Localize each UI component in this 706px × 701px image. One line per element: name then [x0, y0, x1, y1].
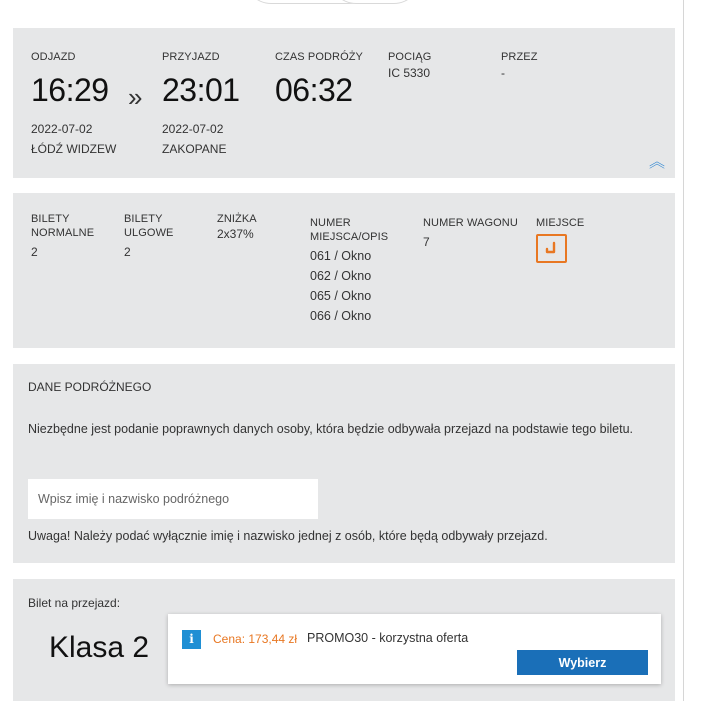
discount-value: 2x37% — [217, 227, 254, 241]
normal-tickets-label: NORMALNE — [31, 227, 95, 239]
ticket-details-panel — [13, 193, 675, 348]
train-number: IC 5330 — [388, 66, 431, 80]
passenger-section-title: DANE PODRÓŻNEGO — [28, 380, 152, 394]
car-number-label: NUMER WAGONU — [423, 217, 518, 229]
via-block — [501, 50, 538, 81]
departure-label: ODJAZD — [31, 51, 76, 63]
page-right-border — [683, 0, 684, 701]
arrival-date: 2022-07-02 — [162, 122, 224, 136]
seat-map-button[interactable] — [536, 234, 567, 263]
reduced-tickets-label: BILETY — [124, 213, 163, 225]
ticket-offer-panel — [13, 579, 675, 701]
select-offer-button[interactable]: Wybierz — [517, 650, 648, 675]
offer-card — [168, 614, 661, 684]
ticket-offer-title: Bilet na przejazd: — [28, 596, 121, 610]
seat-label: MIEJSCE — [536, 217, 585, 229]
double-chevron-up-icon[interactable]: ︽ — [648, 154, 665, 171]
ticket-class-label: Klasa 2 — [49, 631, 150, 664]
seat-block — [536, 216, 584, 230]
seat-number-item: 066 / Okno — [310, 309, 372, 323]
passenger-description: Niezbędne jest podanie poprawnych danych osoby, która będzie odbywała przejazd na podstawie tego biletu. — [28, 422, 634, 436]
via-value: - — [501, 66, 505, 80]
reduced-tickets-block — [124, 212, 174, 262]
offer-promo-text: PROMO30 - korzystna oferta — [307, 631, 469, 645]
direction-arrow-icon: » — [128, 82, 143, 112]
discount-block — [217, 212, 257, 242]
via-label: PRZEZ — [501, 51, 538, 63]
departure-date: 2022-07-02 — [31, 122, 93, 136]
arrival-block — [162, 50, 240, 159]
departure-block — [31, 50, 116, 159]
duration-value: 06:32 — [275, 72, 353, 108]
seat-number-item: 061 / Okno — [310, 249, 372, 263]
reduced-tickets-label: ULGOWE — [124, 227, 174, 239]
discount-label: ZNIŻKA — [217, 213, 257, 225]
arrival-time: 23:01 — [162, 72, 240, 108]
train-block — [388, 50, 431, 81]
car-number-block — [423, 216, 518, 252]
car-number-value: 7 — [423, 235, 430, 249]
seat-numbers-label: MIEJSCA/OPIS — [310, 231, 389, 243]
seat-number-item: 062 / Okno — [310, 269, 372, 283]
seat-numbers-block — [310, 216, 388, 326]
normal-tickets-block — [31, 212, 94, 262]
arrival-label: PRZYJAZD — [162, 51, 220, 63]
journey-summary-panel — [13, 28, 675, 178]
departure-time: 16:29 — [31, 72, 109, 108]
normal-tickets-label: BILETY — [31, 213, 70, 225]
duration-label: CZAS PODRÓŻY — [275, 51, 363, 63]
normal-tickets-count: 2 — [31, 245, 38, 259]
arrival-station: ZAKOPANE — [162, 142, 227, 156]
departure-station: ŁÓDŹ WIDZEW — [31, 142, 117, 156]
seat-number-item: 065 / Okno — [310, 289, 372, 303]
passenger-data-panel — [13, 364, 675, 563]
passenger-name-input[interactable] — [28, 479, 318, 519]
seat-icon — [544, 241, 560, 257]
duration-block — [275, 50, 363, 107]
info-icon[interactable]: i — [182, 630, 201, 649]
train-label: POCIĄG — [388, 51, 432, 63]
offer-price: Cena: 173,44 zł — [213, 632, 298, 646]
reduced-tickets-count: 2 — [124, 245, 131, 259]
passenger-warning-note: Uwaga! Należy podać wyłącznie imię i nazwisko jednej z osób, które będą odbywały przejazd. — [28, 529, 548, 543]
seat-numbers-label: NUMER — [310, 217, 351, 229]
